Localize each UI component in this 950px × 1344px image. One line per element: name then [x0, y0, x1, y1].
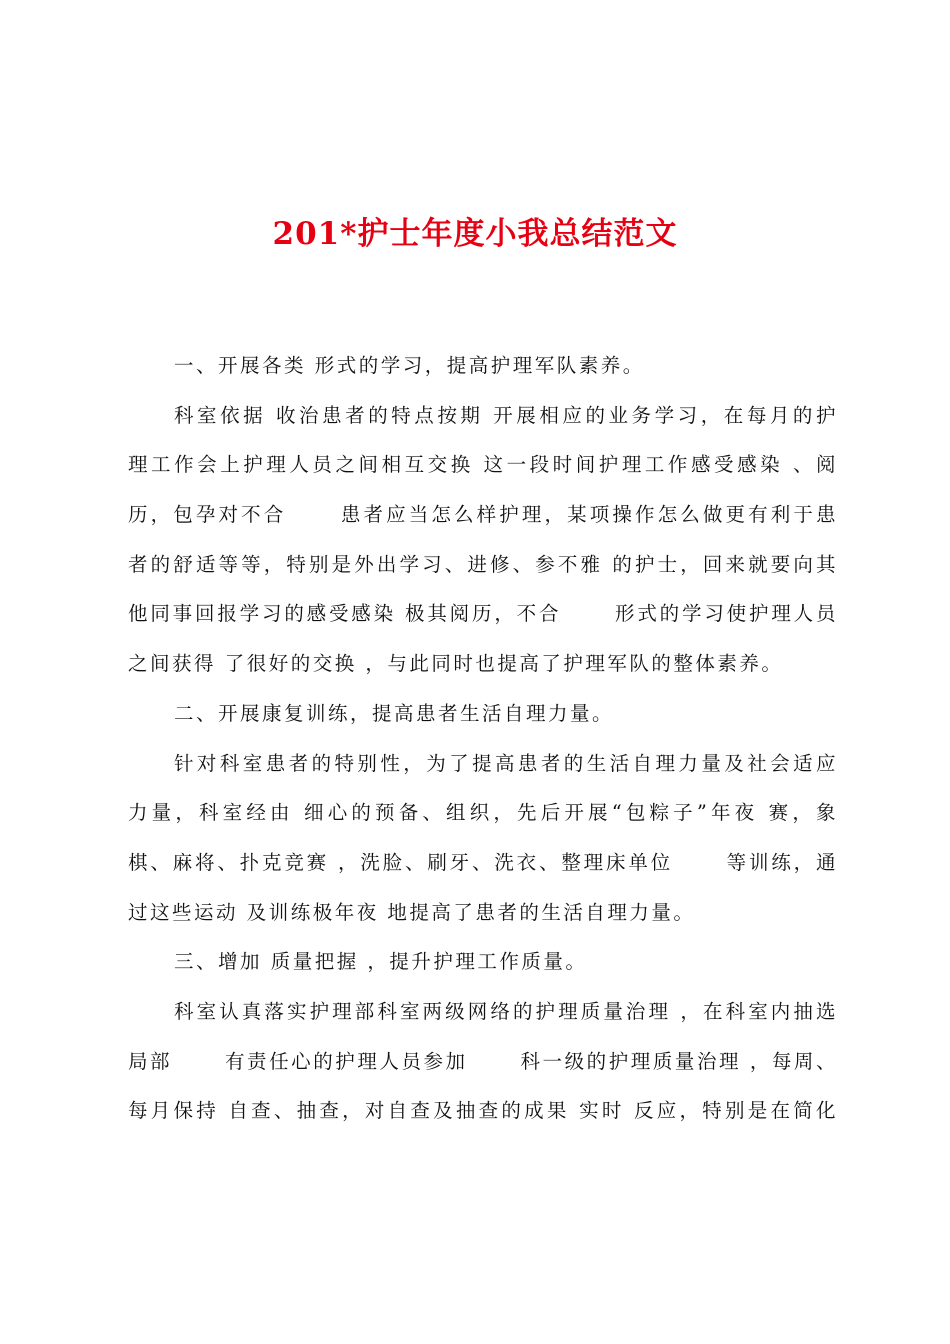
paragraph-line: 棋、麻将、扑克竞赛 ，洗脸、刷牙、洗衣、整理床单位 等训练，通	[128, 850, 838, 874]
paragraph-line: 之间获得 了很好的交换 ，与此同时也提高了护理军队的整体素养。	[128, 652, 784, 676]
paragraph-line: 他同事回报学习的感受感染 极其阅历，不合 形式的学习使护理人员	[128, 602, 838, 626]
paragraph-line: 科室依据 收治患者的特点按期 开展相应的业务学习，在每月的护	[174, 403, 838, 427]
paragraph-line: 理工作会上护理人员之间相互交换 这一段时间护理工作感受感染 、阅	[128, 453, 838, 477]
heading-line-2: 二、开展康复训练，提高患者生活自理力量。	[174, 701, 615, 725]
paragraph-line: 力量，科室经由 细心的预备、组织，先后开展“包粽子”年夜 赛，象	[128, 801, 838, 825]
document-body	[128, 348, 838, 1143]
paragraph-line: 每月保持 自查、抽查，对自查及抽查的成果 实时 反应，特别是在简化	[128, 1099, 838, 1123]
paragraph-line: 科室认真落实护理部科室两级网络的护理质量治理 ，在科室内抽选	[174, 999, 838, 1023]
paragraph-line: 针对科室患者的特别性，为了提高患者的生活自理力量及社会适应	[174, 751, 838, 775]
paragraph-line: 过这些运动 及训练极年夜 地提高了患者的生活自理力量。	[128, 900, 696, 924]
document-title: 201*护士年度小我总结范文	[272, 216, 678, 252]
heading-line-3: 三、增加 质量把握 ，提升护理工作质量。	[174, 950, 588, 974]
heading-line-1: 一、开展各类 形式的学习，提高护理军队素养。	[174, 354, 645, 377]
paragraph-line: 历，包孕对不合 患者应当怎么样护理，某项操作怎么做更有利于患	[128, 503, 838, 527]
paragraph-line: 者的舒适等等，特别是外出学习、进修、参不雅 的护士，回来就要向其	[128, 552, 838, 576]
paragraph-line: 局部 有责任心的护理人员参加 科一级的护理质量治理 ，每周、	[128, 1049, 838, 1073]
